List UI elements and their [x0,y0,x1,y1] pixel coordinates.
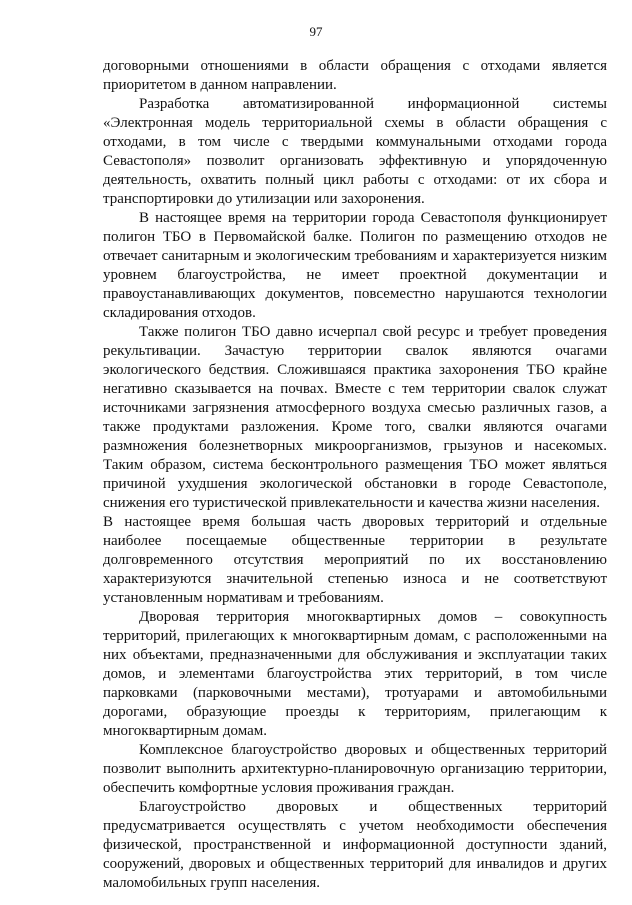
paragraph-landfill-impact: Также полигон ТБО давно исчерпал свой ресурс и требует проведения рекультивации. Зачастую территории свалок являются очагами экологического бедствия. Сложившаяся практика захоронения ТБО крайне негативно сказывается на почвах. Вместе с тем территории свалок служат источниками загрязнения атмосферного воздуха смесью различных газов, а также продуктами разложения. Кроме того, свалки являются очагами размножения болезнетворных микроорганизмов, грызунов и насекомых. Таким образом, система бесконтрольного размещения ТБО может являться причиной ухудшения экологической обстановки в городе Севастополе, снижения его туристической привлекательности и качества жизни населения. [103,324,607,511]
paragraph-complex-improvement: Комплексное благоустройство дворовых и общественных территорий позволит выполнить архитектурно-планировочную организацию территории, обеспечить комфортные условия проживания граждан. [103,742,607,796]
paragraph-yard-territory-definition: Дворовая территория многоквартирных домов – совокупность территорий, прилегающих к многоквартирным домам, с расположенными на них объектами, предназначенными для обслуживания и эксплуатации таких домов, и элементами благоустройства этих территорий, в том числе парковками (парковочными местами), тротуарами и автомобильными дорогами, образующие проезды к территориям, прилегающим к многоквартирным домам. [103,609,607,739]
paragraph-yard-territories-condition: В настоящее время большая часть дворовых территорий и отдельные наиболее посещаемые общественные территории в результате долговременного отсутствия мероприятий по их восстановлению характеризуются значительной степенью износа и не соответствуют установленным нормативам и требованиям. [103,514,607,606]
paragraph-information-system: Разработка автоматизированной информационной системы «Электронная модель территориальной схемы в области обращения с отходами, в том числе с твердыми коммунальными отходами города Севастополя» позволит организовать эффективную и упорядоченную деятельность, охватить полный цикл работы с отходами: от их сбора и транспортировки до утилизации или захоронения. [103,96,607,207]
paragraph-continuation: договорными отношениями в области обращения с отходами является приоритетом в данном направлении. [103,58,607,93]
paragraph-landfill-status: В настоящее время на территории города Севастополя функционирует полигон ТБО в Первомайской балке. Полигон по размещению отходов не отвечает санитарным и экологическим требованиям и характеризуется низким уровнем благоустройства, не имеет проектной документации и правоустанавливающих документов, повсеместно нарушаются технологии складирования отходов. [103,210,607,321]
page-number: 97 [309,24,323,39]
page-body [103,57,607,893]
paragraph-accessibility: Благоустройство дворовых и общественных территорий предусматривается осуществлять с учетом необходимости обеспечения физической, пространственной и информационной доступности зданий, сооружений, дворовых и общественных территорий для инвалидов и других маломобильных групп населения. [103,799,607,891]
